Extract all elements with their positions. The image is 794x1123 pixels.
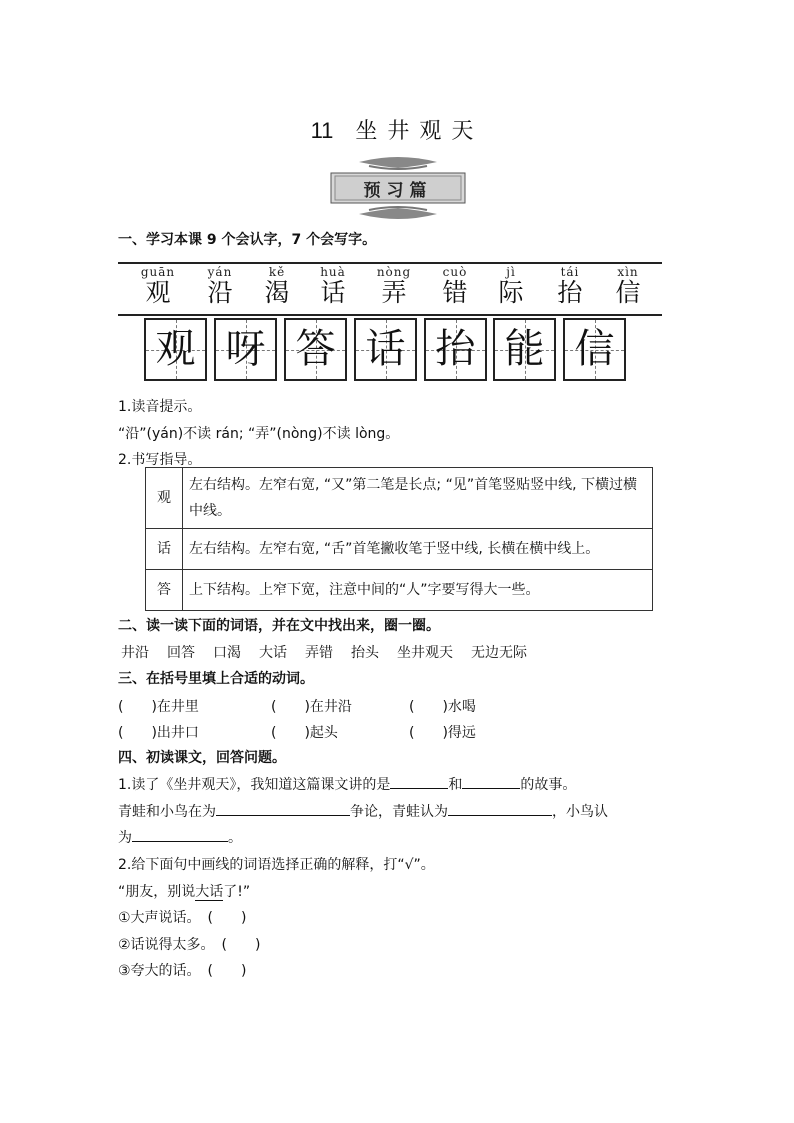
fill-item: ( )起头	[271, 725, 338, 741]
banner-label: 预习篇	[363, 181, 433, 201]
guide-char: 话	[146, 529, 183, 570]
preview-banner	[329, 156, 467, 222]
writing-guide-table	[145, 467, 653, 611]
question-1: 1.读了《坐井观天》，我知道这篇课文讲的是 和 的故事。	[118, 774, 576, 794]
fill-item: ( )出井口	[118, 725, 199, 741]
word-item: 口渴	[213, 645, 241, 661]
word-item: 大话	[259, 645, 287, 661]
recognize-chars-row	[118, 262, 662, 316]
option-item[interactable]: ①大声说话。 ( )	[118, 910, 247, 926]
tianzi-box: 抬	[424, 318, 487, 381]
fill-item: ( )得远	[409, 725, 476, 741]
answer-blank[interactable]	[132, 827, 228, 842]
tianzi-box: 话	[354, 318, 417, 381]
guide-char: 答	[146, 570, 183, 611]
guide-char: 观	[146, 468, 183, 529]
tianzi-box: 呀	[214, 318, 277, 381]
recognize-char: huà 话	[320, 265, 346, 307]
recognize-char: guān 观	[140, 265, 176, 307]
fill-item: ( )在井沿	[271, 699, 352, 715]
word-list	[121, 642, 545, 662]
word-item: 无边无际	[471, 645, 527, 661]
word-item: 井沿	[121, 645, 149, 661]
fill-item: ( )在井里	[118, 699, 199, 715]
recognize-char: nòng 弄	[376, 265, 412, 307]
recognize-char: xìn 信	[615, 265, 641, 307]
pronunciation-tip: “沿”(yán)不读 rán; “弄”(nòng)不读 lòng。	[118, 426, 400, 442]
word-item: 坐井观天	[397, 645, 453, 661]
answer-blank[interactable]	[390, 774, 448, 789]
table-row	[146, 570, 653, 611]
section1-heading: 一、学习本课 9 个会认字，7 个会写字。	[118, 232, 377, 248]
underlined-word: 大话	[195, 884, 224, 900]
tianzi-box: 信	[563, 318, 626, 381]
answer-blank[interactable]	[462, 774, 520, 789]
fill-item: ( )水喝	[409, 699, 476, 715]
table-row	[146, 468, 653, 529]
word-item: 弄错	[305, 645, 333, 661]
option-item[interactable]: ②话说得太多。 ( )	[118, 937, 261, 953]
answer-blank[interactable]	[216, 801, 350, 816]
question-1-line2: 青蛙和小鸟在为 争论，青蛙认为 ，小鸟认	[118, 801, 608, 821]
section4-heading: 四、初读课文，回答问题。	[118, 750, 286, 766]
recognize-char: jì 际	[498, 265, 524, 307]
answer-blank[interactable]	[448, 801, 552, 816]
tianzi-box: 答	[284, 318, 347, 381]
guide-text: 左右结构。左窄右宽, “又”第二笔是长点; “见”首笔竖贴竖中线, 下横过横中线。	[183, 468, 653, 529]
table-row	[146, 529, 653, 570]
tianzi-box: 能	[493, 318, 556, 381]
lesson-number: 11	[310, 118, 334, 143]
recognize-char: tái 抬	[557, 265, 583, 307]
section3-heading: 三、在括号里填上合适的动词。	[118, 671, 314, 687]
word-item: 抬头	[351, 645, 379, 661]
quote-sentence: “朋友，别说大话了!”	[118, 884, 251, 900]
lesson-name: 坐井观天	[355, 119, 484, 144]
recognize-char: cuò 错	[442, 265, 468, 307]
writing-guide-heading: 2.书写指导。	[118, 452, 202, 468]
option-item[interactable]: ③夸大的话。 ( )	[118, 963, 247, 979]
guide-text: 左右结构。左窄右宽, “舌”首笔撇收笔于竖中线, 长横在横中线上。	[183, 529, 653, 570]
lesson-title	[0, 114, 794, 145]
question-1-line3: 为 。	[118, 827, 242, 847]
word-item: 回答	[167, 645, 195, 661]
guide-text: 上下结构。上窄下宽，注意中间的“人”字要写得大一些。	[183, 570, 653, 611]
pronunciation-tip-heading: 1.读音提示。	[118, 399, 202, 415]
question-2: 2.给下面句中画线的词语选择正确的解释，打“√”。	[118, 857, 435, 873]
section2-heading: 二、读一读下面的词语，并在文中找出来，圈一圈。	[118, 618, 440, 634]
recognize-char: yán 沿	[207, 265, 233, 307]
recognize-char: kě 渴	[264, 265, 290, 307]
tianzi-box: 观	[144, 318, 207, 381]
